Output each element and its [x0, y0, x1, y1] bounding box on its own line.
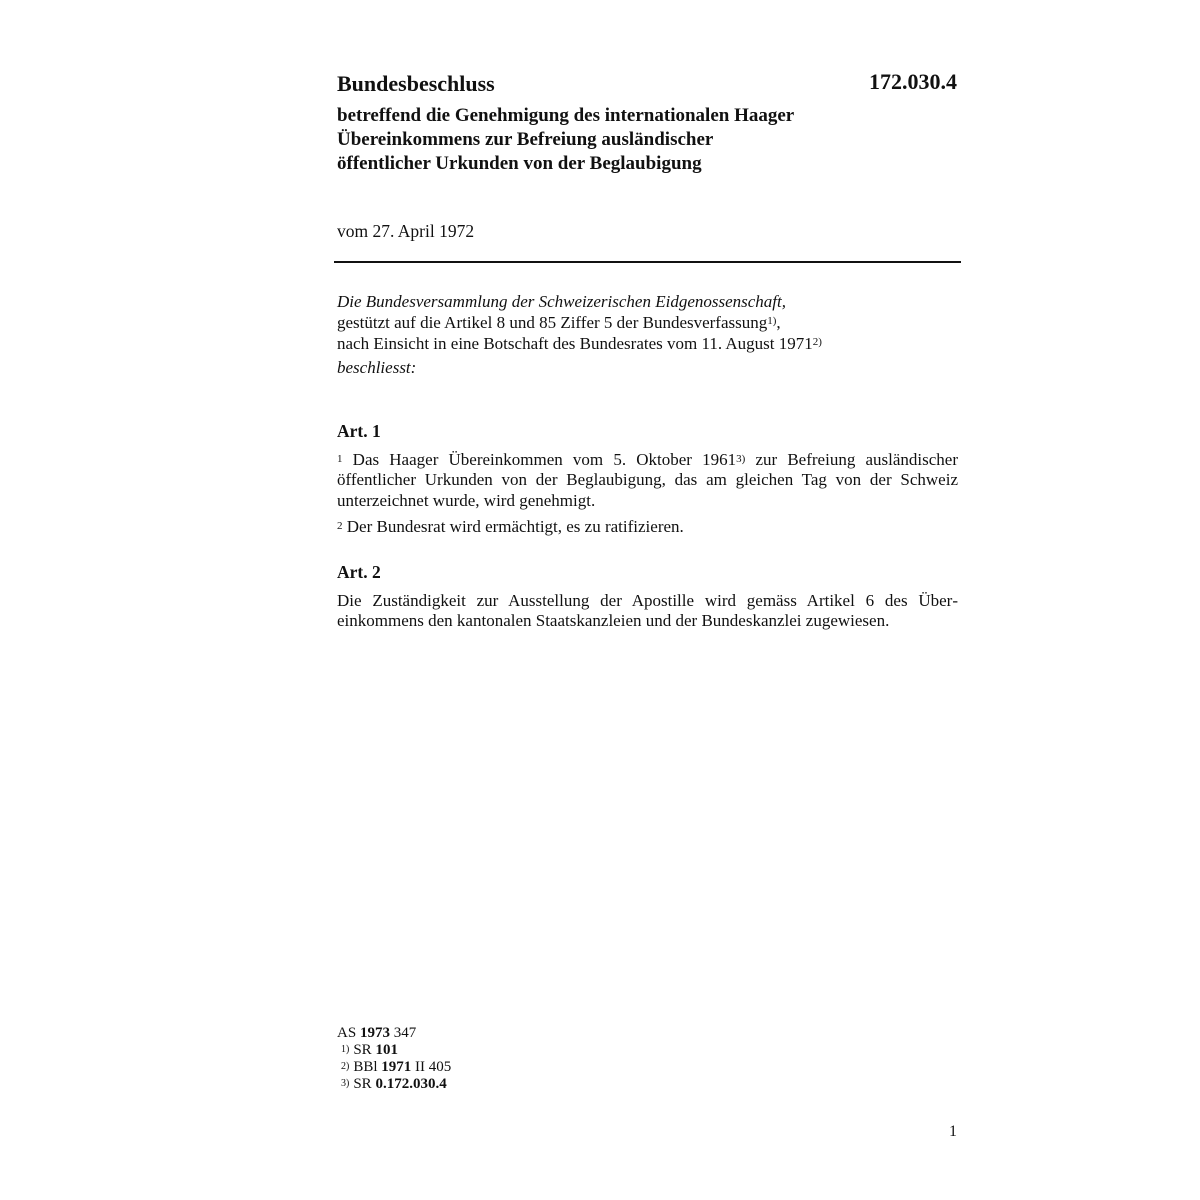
footnote-item: [337, 1076, 451, 1093]
official-collection-ref: [337, 1025, 451, 1042]
paragraph-number: 1: [337, 452, 343, 465]
footnote-mark: 2): [341, 1061, 350, 1072]
footnote-prefix: SR: [353, 1076, 372, 1092]
footnote-prefix: SR: [353, 1042, 372, 1058]
as-page: 347: [393, 1025, 417, 1041]
divider-rule: [334, 261, 961, 263]
paragraph-text: Der Bundesrat wird ermächtigt, es zu ratifizieren.: [346, 517, 684, 536]
footnote-bold: 1971: [381, 1059, 412, 1075]
as-year: 1973: [359, 1025, 390, 1041]
paragraph-number: 2: [337, 520, 343, 532]
article-2: [337, 562, 958, 638]
preamble-assembly: Die Bundesversammlung der Schweizerischen Eidgenossenschaft,: [337, 292, 786, 311]
preamble-message: [337, 333, 961, 354]
article-1: [337, 421, 958, 544]
preamble: [337, 291, 961, 378]
footnote-ref[interactable]: 1): [767, 315, 777, 327]
document-number: 172.030.4: [869, 69, 957, 94]
article-paragraph: [337, 517, 958, 538]
footnote-prefix: BBl: [353, 1059, 378, 1075]
article-heading: Art. 1: [337, 421, 381, 441]
subtitle-line: Übereinkommens zur Befreiung ausländischer: [337, 129, 714, 150]
article-paragraph: [337, 450, 958, 512]
preamble-basis-text: gestützt auf die Artikel 8 und 85 Ziffer 5 der Bundesverfassung: [337, 313, 768, 332]
footnote-item: [337, 1059, 451, 1076]
document-title: Bundesbeschluss: [337, 71, 495, 96]
preamble-basis: [337, 312, 961, 333]
preamble-decides: beschliesst:: [337, 358, 417, 377]
page-number: 1: [949, 1123, 957, 1140]
footnote-bold: 0.172.030.4: [375, 1076, 447, 1092]
preamble-message-text: nach Einsicht in eine Botschaft des Bundesrates vom 11. August 1971: [337, 334, 813, 353]
footnote-bold: 101: [375, 1042, 398, 1058]
footnote-ref[interactable]: 3): [736, 452, 746, 465]
subtitle-line: öffentlicher Urkunden von der Beglaubigung: [337, 153, 702, 174]
document-subtitle: [337, 104, 937, 176]
footnotes: [337, 1025, 451, 1093]
footnote-mark: 3): [341, 1078, 350, 1089]
paragraph-text: Das Haager Übereinkommen vom 5. Oktober 1961: [352, 449, 737, 469]
preamble-basis-end: ,: [776, 313, 781, 332]
footnote-ref[interactable]: 2): [812, 336, 822, 348]
subtitle-line: betreffend die Genehmigung des internationalen Haager: [337, 105, 795, 126]
document-date: vom 27. April 1972: [337, 221, 475, 241]
article-paragraph: Die Zuständigkeit zur Ausstellung der Apostille wird gemäss Artikel 6 des Übereinkommens den kantonalen Staatskanzleien und der Bundeskanzlei zugewiesen.: [337, 590, 958, 630]
footnote-mark: 1): [341, 1044, 350, 1055]
article-heading: Art. 2: [337, 562, 381, 582]
paragraph-text: zur Befreiung ausländischer öffentlicher Urkunden von der Beglaubigung, das am gleichen Tag von der Schweiz unterzeichnet wurde, wird genehmigt.: [337, 449, 959, 510]
as-prefix: AS: [337, 1025, 357, 1041]
footnote-item: [337, 1042, 451, 1059]
footnote-suffix: II 405: [415, 1059, 452, 1075]
